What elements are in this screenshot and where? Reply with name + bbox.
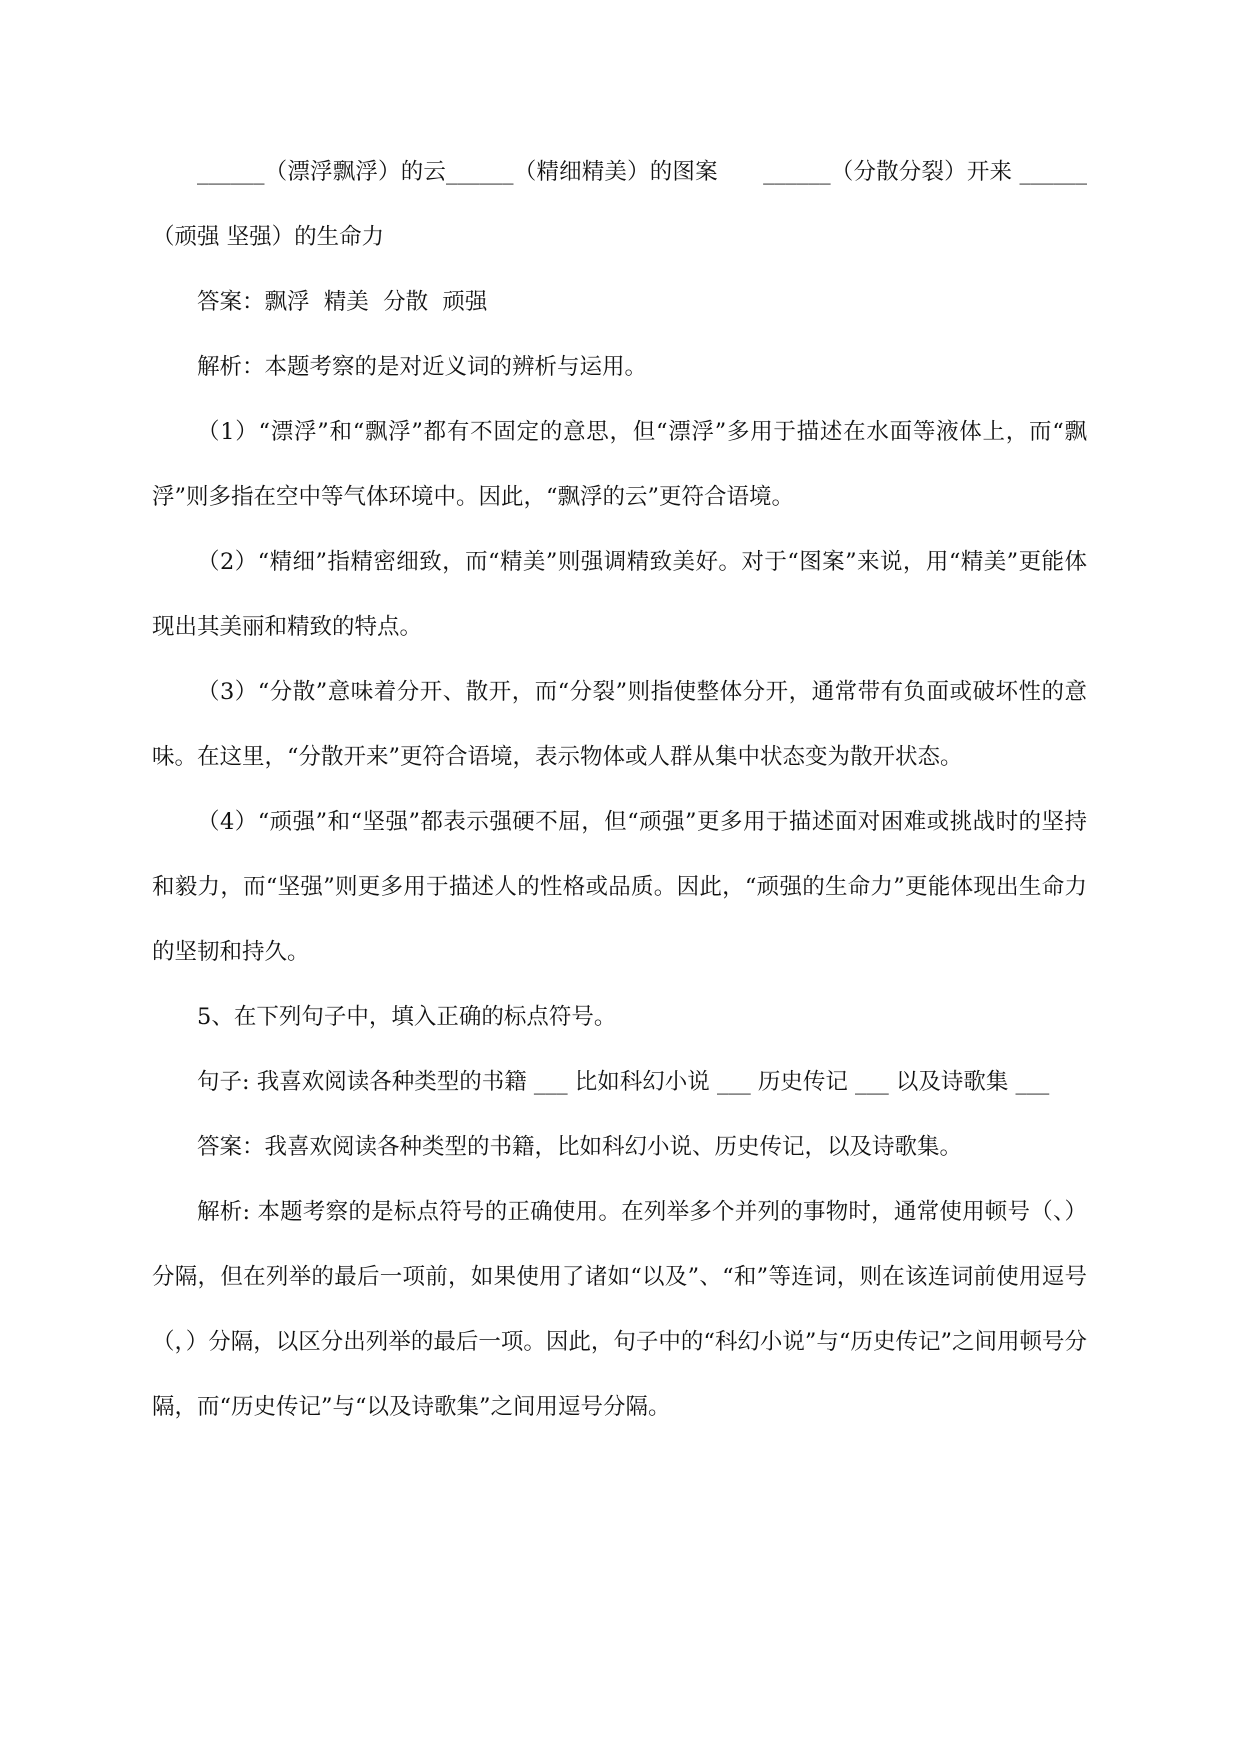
analysis-punctuation: 解析: 本题考察的是标点符号的正确使用。在列举多个并列的事物时，通常使用顿号（、）分隔，但在列举的最后一项前，如果使用了诸如“以及”、“和”等连词，则在该连词前使用逗号（，）分隔，以区分出列举的最后一项。因此，句子中的“科幻小说”与“历史传记”之间用顿号分隔，而“历史传记”与“以及诗歌集”之间用逗号分隔。 xyxy=(152,1199,1087,1420)
analysis-intro: 解析：本题考察的是对近义词的辨析与运用。 xyxy=(197,354,648,380)
fill-in-blanks-question: ______（漂浮飘浮）的云______（精细精美）的图案 ______（分散分裂）开来 ______（顽强 坚强）的生命力 xyxy=(152,159,1087,250)
punctuation-sentence: 句子: 我喜欢阅读各种类型的书籍 ___ 比如科幻小说 ___ 历史传记 ___ 以及诗歌集 ___ xyxy=(197,1069,1050,1095)
document-body xyxy=(152,140,1087,1440)
question-5: 5、在下列句子中，填入正确的标点符号。 xyxy=(197,1004,617,1030)
answer-punctuation: 答案：我喜欢阅读各种类型的书籍，比如科幻小说、历史传记，以及诗歌集。 xyxy=(197,1134,963,1160)
analysis-point-3: （3）“分散”意味着分开、散开，而“分裂”则指使整体分开，通常带有负面或破坏性的意味。在这里，“分散开来”更符合语境，表示物体或人群从集中状态变为散开状态。 xyxy=(152,679,1087,770)
analysis-point-2: （2）“精细”指精密细致，而“精美”则强调精致美好。对于“图案”来说，用“精美”更能体现出其美丽和精致的特点。 xyxy=(152,549,1087,640)
analysis-point-4: （4）“顽强”和“坚强”都表示强硬不屈，但“顽强”更多用于描述面对困难或挑战时的坚持和毅力，而“坚强”则更多用于描述人的性格或品质。因此，“顽强的生命力”更能体现出生命力的坚韧和持久。 xyxy=(152,809,1087,965)
analysis-point-1: （1）“漂浮”和“飘浮”都有不固定的意思，但“漂浮”多用于描述在水面等液体上，而“飘浮”则多指在空中等气体环境中。因此，“飘浮的云”更符合语境。 xyxy=(152,419,1087,510)
answer-synonyms: 答案：飘浮 精美 分散 顽强 xyxy=(197,289,488,315)
